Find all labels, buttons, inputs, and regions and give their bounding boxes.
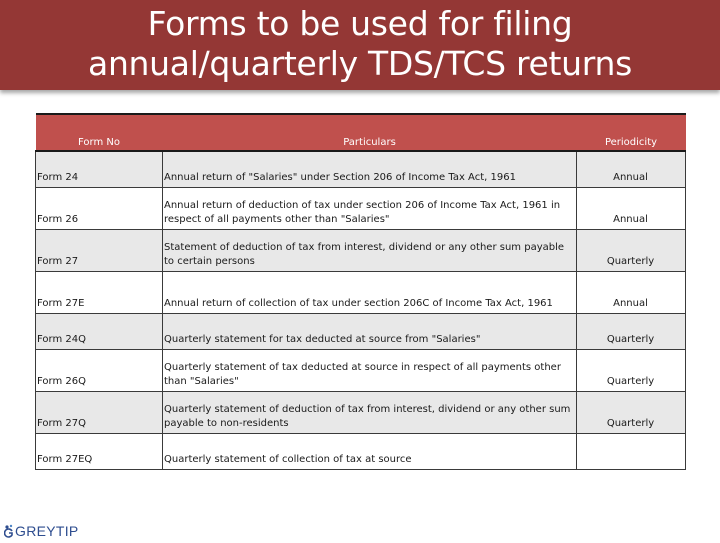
- greytip-logo-text: GREYTIP: [15, 523, 79, 539]
- header-periodicity: Periodicity: [577, 114, 686, 151]
- table-row: [36, 349, 686, 391]
- cell-form: Form 27: [36, 229, 163, 271]
- forms-table: [35, 113, 686, 470]
- cell-particulars: Annual return of deduction of tax under section 206 of Income Tax Act, 1961 in respect of all payments other than "Salaries": [163, 187, 577, 229]
- forms-table-container: [35, 113, 685, 470]
- slide-title-line2: annual/quarterly TDS/TCS returns: [88, 44, 632, 83]
- cell-particulars: Quarterly statement of collection of tax at source: [163, 433, 577, 469]
- greytip-logo: [4, 522, 79, 540]
- cell-form: Form 26Q: [36, 349, 163, 391]
- slide-title-line1: Forms to be used for filing: [147, 4, 573, 43]
- cell-particulars: Quarterly statement of tax deducted at source in respect of all payments other than "Salaries": [163, 349, 577, 391]
- slide-title: [0, 4, 720, 84]
- title-bar: [0, 0, 720, 90]
- cell-periodicity: Annual: [577, 151, 686, 187]
- cell-particulars: Statement of deduction of tax from interest, dividend or any other sum payable to certain persons: [163, 229, 577, 271]
- table-row: [36, 433, 686, 469]
- table-row: [36, 391, 686, 433]
- table-row: [36, 151, 686, 187]
- cell-form: Form 27EQ: [36, 433, 163, 469]
- cell-particulars: Annual return of collection of tax under section 206C of Income Tax Act, 1961: [163, 271, 577, 313]
- cell-periodicity: Annual: [577, 271, 686, 313]
- header-particulars: Particulars: [163, 114, 577, 151]
- cell-periodicity: Quarterly: [577, 391, 686, 433]
- cell-form: Form 24Q: [36, 313, 163, 349]
- cell-particulars: Quarterly statement of deduction of tax from interest, dividend or any other sum payable to non-residents: [163, 391, 577, 433]
- cell-periodicity: Annual: [577, 187, 686, 229]
- cell-periodicity: [577, 433, 686, 469]
- cell-form: Form 27E: [36, 271, 163, 313]
- cell-periodicity: Quarterly: [577, 229, 686, 271]
- cell-form: Form 27Q: [36, 391, 163, 433]
- greytip-logo-icon: [4, 524, 14, 538]
- table-row: [36, 271, 686, 313]
- table-row: [36, 313, 686, 349]
- cell-form: Form 24: [36, 151, 163, 187]
- table-row: [36, 187, 686, 229]
- table-row: [36, 229, 686, 271]
- cell-particulars: Annual return of "Salaries" under Section 206 of Income Tax Act, 1961: [163, 151, 577, 187]
- cell-particulars: Quarterly statement for tax deducted at source from "Salaries": [163, 313, 577, 349]
- cell-periodicity: Quarterly: [577, 313, 686, 349]
- header-form-no: Form No: [36, 114, 163, 151]
- cell-form: Form 26: [36, 187, 163, 229]
- cell-periodicity: Quarterly: [577, 349, 686, 391]
- table-header-row: [36, 114, 686, 151]
